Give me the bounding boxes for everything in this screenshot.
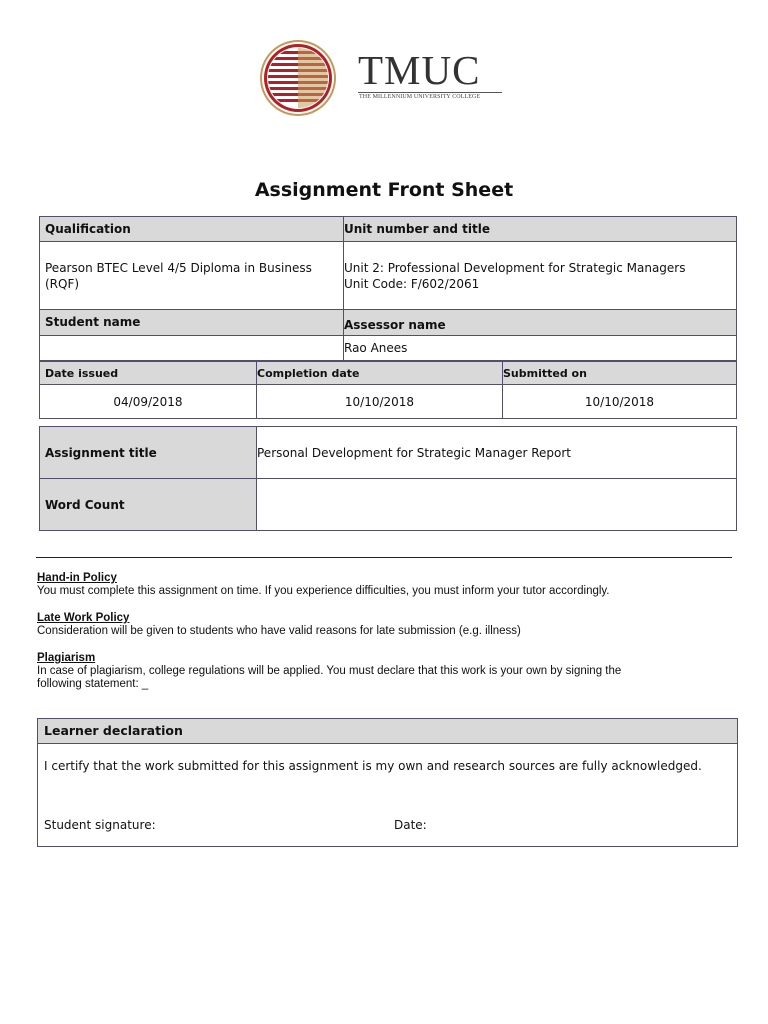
logo-emblem-icon <box>248 36 348 120</box>
handin-text: You must complete this assignment on time. If you experience difficulties, you must inform your tutor accordingly. <box>37 585 610 597</box>
qualification-line1: Pearson BTEC Level 4/5 Diploma in Business <box>45 260 312 275</box>
submitted-on-label: Submitted on <box>503 362 737 385</box>
unit-line2: Unit Code: F/602/2061 <box>344 276 480 291</box>
handin-heading: Hand-in Policy <box>37 572 117 584</box>
unit-value <box>344 242 737 310</box>
details-table <box>39 216 737 361</box>
submitted-on-value: 10/10/2018 <box>503 385 737 419</box>
dates-table <box>39 361 737 419</box>
page-title: Assignment Front Sheet <box>254 179 514 201</box>
assessor-name-value: Rao Anees <box>344 336 737 361</box>
late-heading: Late Work Policy <box>37 612 130 624</box>
date-issued-value: 04/09/2018 <box>40 385 257 419</box>
completion-date-value: 10/10/2018 <box>257 385 503 419</box>
qualification-label: Qualification <box>40 217 344 242</box>
late-work-policy <box>37 612 737 638</box>
plagiarism-line2: following statement: _ <box>37 678 149 690</box>
unit-label: Unit number and title <box>344 217 737 242</box>
college-logo <box>248 36 520 120</box>
assignment-title-label: Assignment title <box>40 427 257 479</box>
declaration-text: I certify that the work submitted for this assignment is my own and research sources are fully acknowledged. <box>44 759 702 773</box>
late-text: Consideration will be given to students who have valid reasons for late submission (e.g. illness) <box>37 625 521 637</box>
date-issued-label: Date issued <box>40 362 257 385</box>
logo-subtitle: THE MILLENNIUM UNIVERSITY COLLEGE <box>359 94 481 100</box>
assessor-name-label: Assessor name <box>344 310 737 336</box>
unit-line1: Unit 2: Professional Development for Strategic Managers <box>344 260 686 275</box>
assignment-table <box>39 426 737 531</box>
student-signature-label: Student signature: <box>44 818 156 832</box>
logo-rule <box>358 92 502 93</box>
handin-policy <box>37 572 737 598</box>
plagiarism-policy <box>37 652 737 691</box>
completion-date-label: Completion date <box>257 362 503 385</box>
assignment-title-value: Personal Development for Strategic Manager Report <box>257 427 737 479</box>
logo-wordmark: TMUC <box>358 47 481 93</box>
qualification-line2: (RQF) <box>45 276 80 291</box>
plagiarism-heading: Plagiarism <box>37 652 96 664</box>
word-count-label: Word Count <box>40 479 257 531</box>
qualification-value <box>40 242 344 310</box>
student-name-label: Student name <box>40 310 344 336</box>
declaration-date-label: Date: <box>394 818 427 832</box>
plagiarism-line1: In case of plagiarism, college regulations will be applied. You must declare that this work is your own by signing the <box>37 665 622 677</box>
word-count-value <box>257 479 737 531</box>
learner-declaration-box <box>37 718 738 847</box>
declaration-heading: Learner declaration <box>38 719 737 744</box>
student-name-value <box>40 336 344 361</box>
section-divider <box>36 557 732 558</box>
